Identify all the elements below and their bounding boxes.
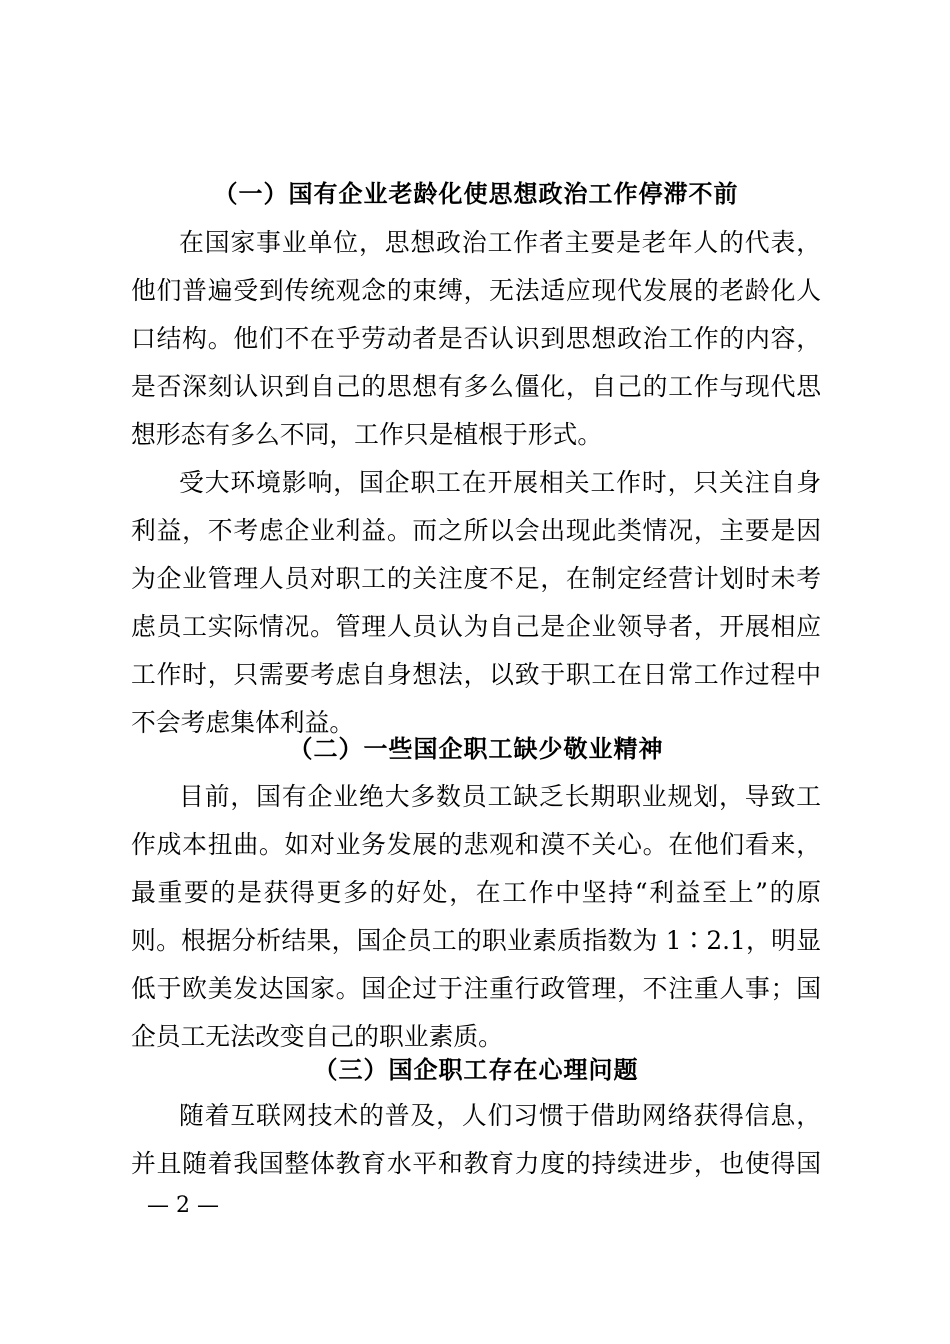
paragraph-1 [131, 219, 821, 459]
page-number: — 2 — [147, 1193, 219, 1218]
paragraph-line: 最重要的是获得更多的好处，在工作中坚持“利益至上”的原 [131, 878, 821, 907]
paragraph-line: 受大环境影响，国企职工在开展相关工作时，只关注自身 [179, 468, 821, 497]
paragraph-line: 不会考虑集体利益。 [131, 708, 355, 737]
paragraph-line: 作成本扭曲。如对业务发展的悲观和漠不关心。在他们看来， [131, 830, 821, 859]
paragraph-line: 工作时，只需要考虑自身想法，以致于职工在日常工作过程中 [131, 660, 821, 689]
paragraph-line: 低于欧美发达国家。国企过于注重行政管理，不注重人事；国 [131, 974, 821, 1003]
paragraph-line: 企员工无法改变自己的职业素质。 [131, 1022, 503, 1051]
paragraph-line: 是否深刻认识到自己的思想有多么僵化，自己的工作与现代思 [131, 372, 821, 401]
paragraph-line: 口结构。他们不在乎劳动者是否认识到思想政治工作的内容， [131, 324, 821, 353]
section-heading-2: （二）一些国企职工缺少敬业精神 [288, 734, 664, 763]
paragraph-line: 则。根据分析结果，国企员工的职业素质指数为 1∶2.1，明显 [131, 926, 821, 955]
paragraph-line: 为企业管理人员对职工的关注度不足，在制定经营计划时未考 [131, 564, 821, 593]
paragraph-3 [131, 773, 821, 1061]
paragraph-line: 并且随着我国整体教育水平和教育力度的持续进步，也使得国 [131, 1149, 821, 1178]
section-heading-3: （三）国企职工存在心理问题 [313, 1055, 639, 1084]
paragraph-line: 虑员工实际情况。管理人员认为自己是企业领导者，开展相应 [131, 612, 821, 641]
paragraph-line: 他们普遍受到传统观念的束缚，无法适应现代发展的老龄化人 [131, 276, 821, 305]
paragraph-line: 目前，国有企业绝大多数员工缺乏长期职业规划，导致工 [179, 782, 821, 811]
paragraph-line: 随着互联网技术的普及，人们习惯于借助网络获得信息， [179, 1101, 821, 1130]
paragraph-line: 利益，不考虑企业利益。而之所以会出现此类情况，主要是因 [131, 516, 821, 545]
section-heading-1: （一）国有企业老龄化使思想政治工作停滞不前 [213, 179, 739, 208]
paragraph-line: 想形态有多么不同，工作只是植根于形式。 [131, 420, 603, 449]
paragraph-4 [131, 1092, 821, 1188]
paragraph-line: 在国家事业单位，思想政治工作者主要是老年人的代表， [179, 228, 821, 257]
paragraph-2 [131, 459, 821, 747]
